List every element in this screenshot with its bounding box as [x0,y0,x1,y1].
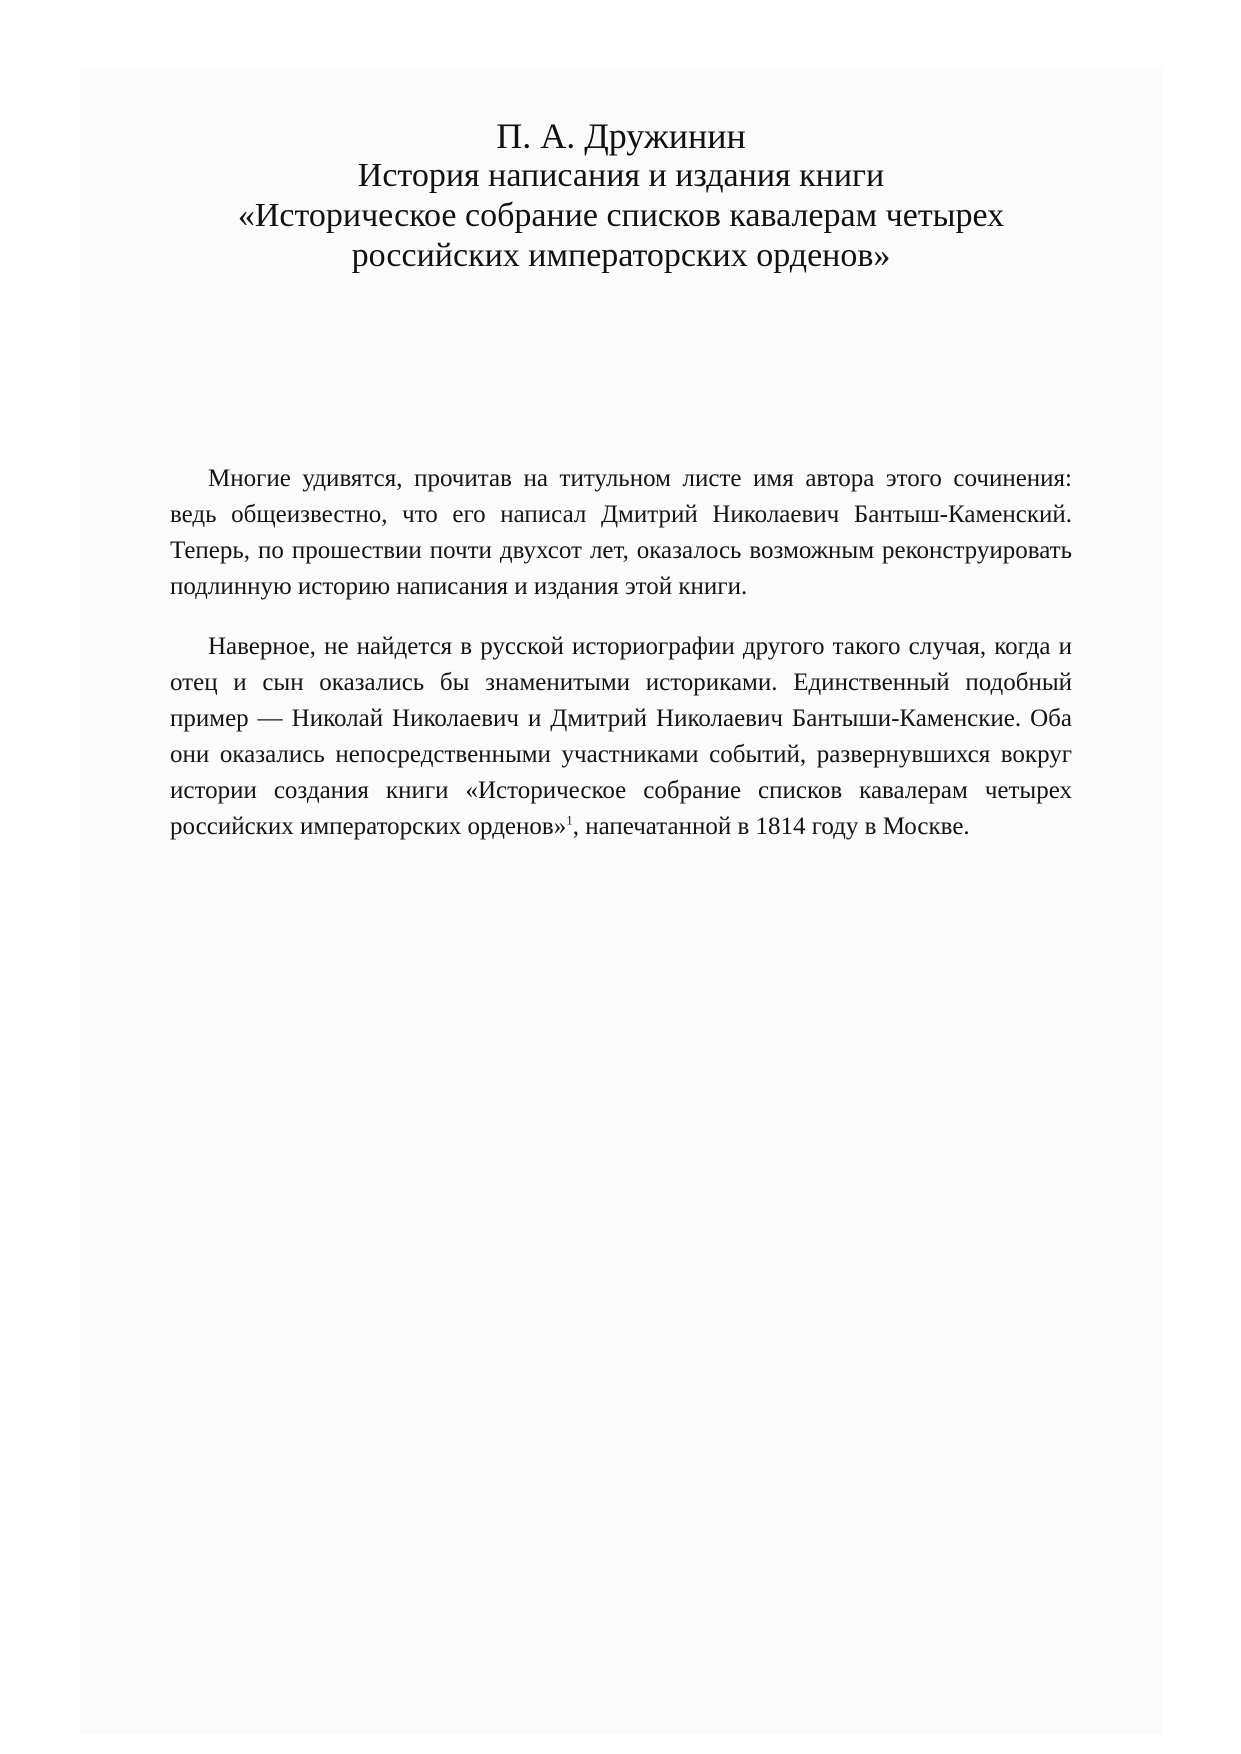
title-line: российских императорских орденов» [351,237,891,274]
paragraph-text: , напечатанной в 1814 году в Москве. [572,813,970,840]
author-name: П. А. Дружинин [496,116,746,156]
paragraph-text: Наверное, не найдется в русской историографии другого такого случая, когда и отец и сын оказались бы знаменитыми историками. Единственный подобный пример — Николай Николаевич и Дмитрий Николаевич Бантыши-Каменские. Оба они оказались непосредственными участниками событий, развернувшихся вокруг истории создания книги «Историческое собрание списков кавалерам четырех российских императорских орденов» [170,633,1072,840]
document-page [80,68,1162,1734]
body-text [170,461,1072,869]
title-line: «Историческое собрание списков кавалерам четырех [237,197,1005,234]
footnote-mark: 1 [566,812,573,828]
paragraph [170,629,1072,845]
title-line: История написания и издания книги [357,157,885,194]
paragraph: Многие удивятся, прочитав на титульном листе имя автора этого сочинения: ведь общеизвестно, что его написал Дмитрий Николаевич Бантыш-Каменский. Теперь, по прошествии почти двухсот лет, оказалось возможным реконструировать подлинную историю написания и издания этой книги. [170,465,1072,600]
chapter-heading [80,116,1162,276]
